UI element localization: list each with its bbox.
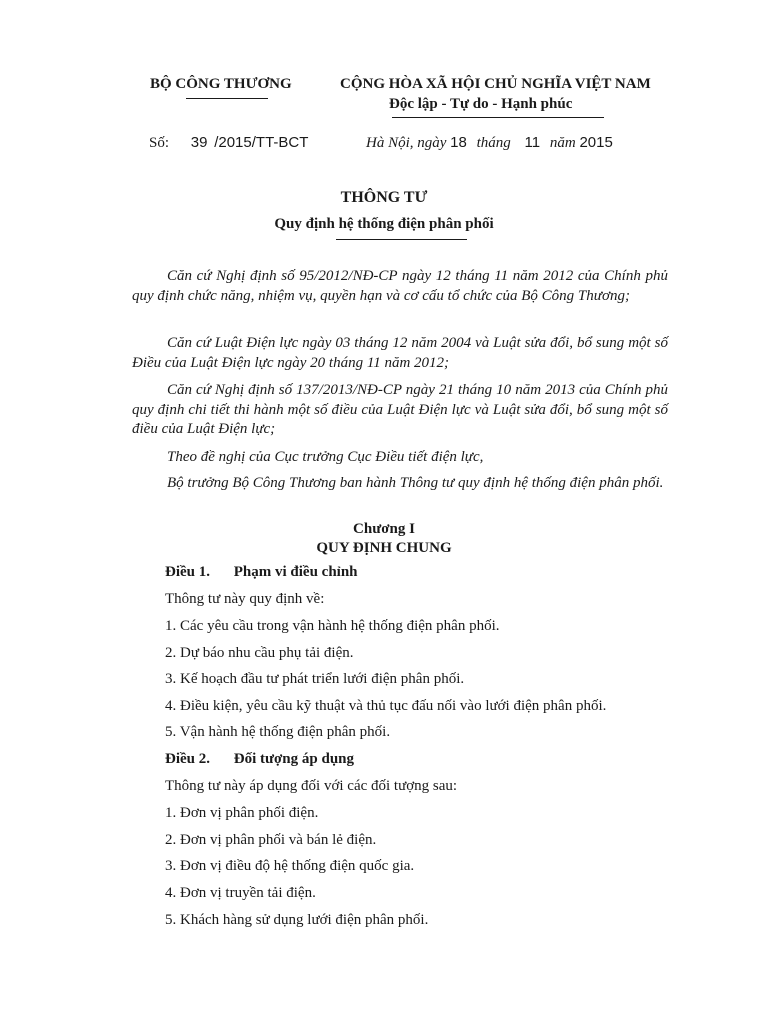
- chapter-title: QUY ĐỊNH CHUNG: [316, 540, 452, 556]
- article-2-intro: Thông tư này áp dụng đối với các đối tượng sau:: [165, 778, 458, 794]
- date-line: [366, 134, 613, 152]
- date-month: 11: [524, 134, 541, 151]
- preamble-paragraph-4: Theo đề nghị của Cục trưởng Cục Điều tiết điện lực,: [167, 449, 484, 465]
- article-1-item-2: 2. Dự báo nhu cầu phụ tải điện.: [165, 645, 354, 661]
- subject-underline: [336, 239, 467, 240]
- ministry-name: BỘ CÔNG THƯƠNG: [150, 76, 292, 92]
- article-2-item-2: 2. Đơn vị phân phối và bán lẻ điện.: [165, 832, 377, 848]
- article-2-label: Điều 2.: [165, 751, 210, 767]
- preamble-paragraph-5: Bộ trưởng Bộ Công Thương ban hành Thông tư quy định hệ thống điện phân phối.: [167, 475, 664, 491]
- article-1-item-4: 4. Điều kiện, yêu cầu kỹ thuật và thủ tục đấu nối vào lưới điện phân phối.: [165, 698, 607, 714]
- ministry-underline: [186, 98, 268, 99]
- article-1-label: Điều 1.: [165, 564, 210, 580]
- article-1-item-1: 1. Các yêu cầu trong vận hành hệ thống điện phân phối.: [165, 618, 500, 634]
- document-type: THÔNG TƯ: [340, 189, 428, 206]
- article-1-title: Phạm vi điều chỉnh: [233, 564, 358, 580]
- document-number: [149, 134, 308, 152]
- date-month-label: tháng: [476, 135, 511, 151]
- article-2-item-4: 4. Đơn vị truyền tải điện.: [165, 885, 316, 901]
- date-day: 18: [450, 134, 467, 151]
- date-place: Hà Nội, ngày: [366, 135, 447, 151]
- motto-underline: [392, 117, 604, 118]
- date-year-label: năm: [549, 135, 576, 151]
- article-2-item-1: 1. Đơn vị phân phối điện.: [165, 805, 319, 821]
- article-2-heading: [165, 751, 354, 768]
- number-label: Số:: [149, 135, 170, 151]
- date-year: 2015: [579, 134, 613, 151]
- article-1-intro: Thông tư này quy định về:: [165, 591, 325, 607]
- article-2-item-3: 3. Đơn vị điều độ hệ thống điện quốc gia.: [165, 858, 415, 874]
- article-1-heading: [165, 564, 358, 581]
- preamble-paragraph-2: Căn cứ Luật Điện lực ngày 03 tháng 12 năm 2004 và Luật sửa đổi, bổ sung một số Điều của Luật Điện lực ngày 20 tháng 11 năm 2012;: [132, 335, 668, 371]
- preamble-paragraph-1: Căn cứ Nghị định số 95/2012/NĐ-CP ngày 12 tháng 11 năm 2012 của Chính phủ quy định chức năng, nhiệm vụ, quyền hạn và cơ cấu tổ chức của Bộ Công Thương;: [132, 268, 668, 304]
- number-value: 39: [190, 134, 208, 151]
- article-1-item-5: 5. Vận hành hệ thống điện phân phối.: [165, 724, 391, 740]
- document-subject: Quy định hệ thống điện phân phối: [274, 216, 494, 232]
- republic-name: CỘNG HÒA XÃ HỘI CHỦ NGHĨA VIỆT NAM: [340, 76, 651, 92]
- chapter-number: Chương I: [353, 521, 415, 537]
- article-1-item-3: 3. Kế hoạch đầu tư phát triển lưới điện phân phối.: [165, 671, 465, 687]
- number-suffix: /2015/TT-BCT: [214, 134, 309, 151]
- preamble-paragraph-3: Căn cứ Nghị định số 137/2013/NĐ-CP ngày 21 tháng 10 năm 2013 của Chính phủ quy định chi tiết thi hành một số điều của Luật Điện lực và Luật sửa đổi, bổ sung một số điều của Luật Điện lực;: [132, 382, 668, 437]
- article-2-title: Đối tượng áp dụng: [233, 751, 355, 767]
- article-2-item-5: 5. Khách hàng sử dụng lưới điện phân phối.: [165, 912, 429, 928]
- national-motto: Độc lập - Tự do - Hạnh phúc: [389, 96, 573, 112]
